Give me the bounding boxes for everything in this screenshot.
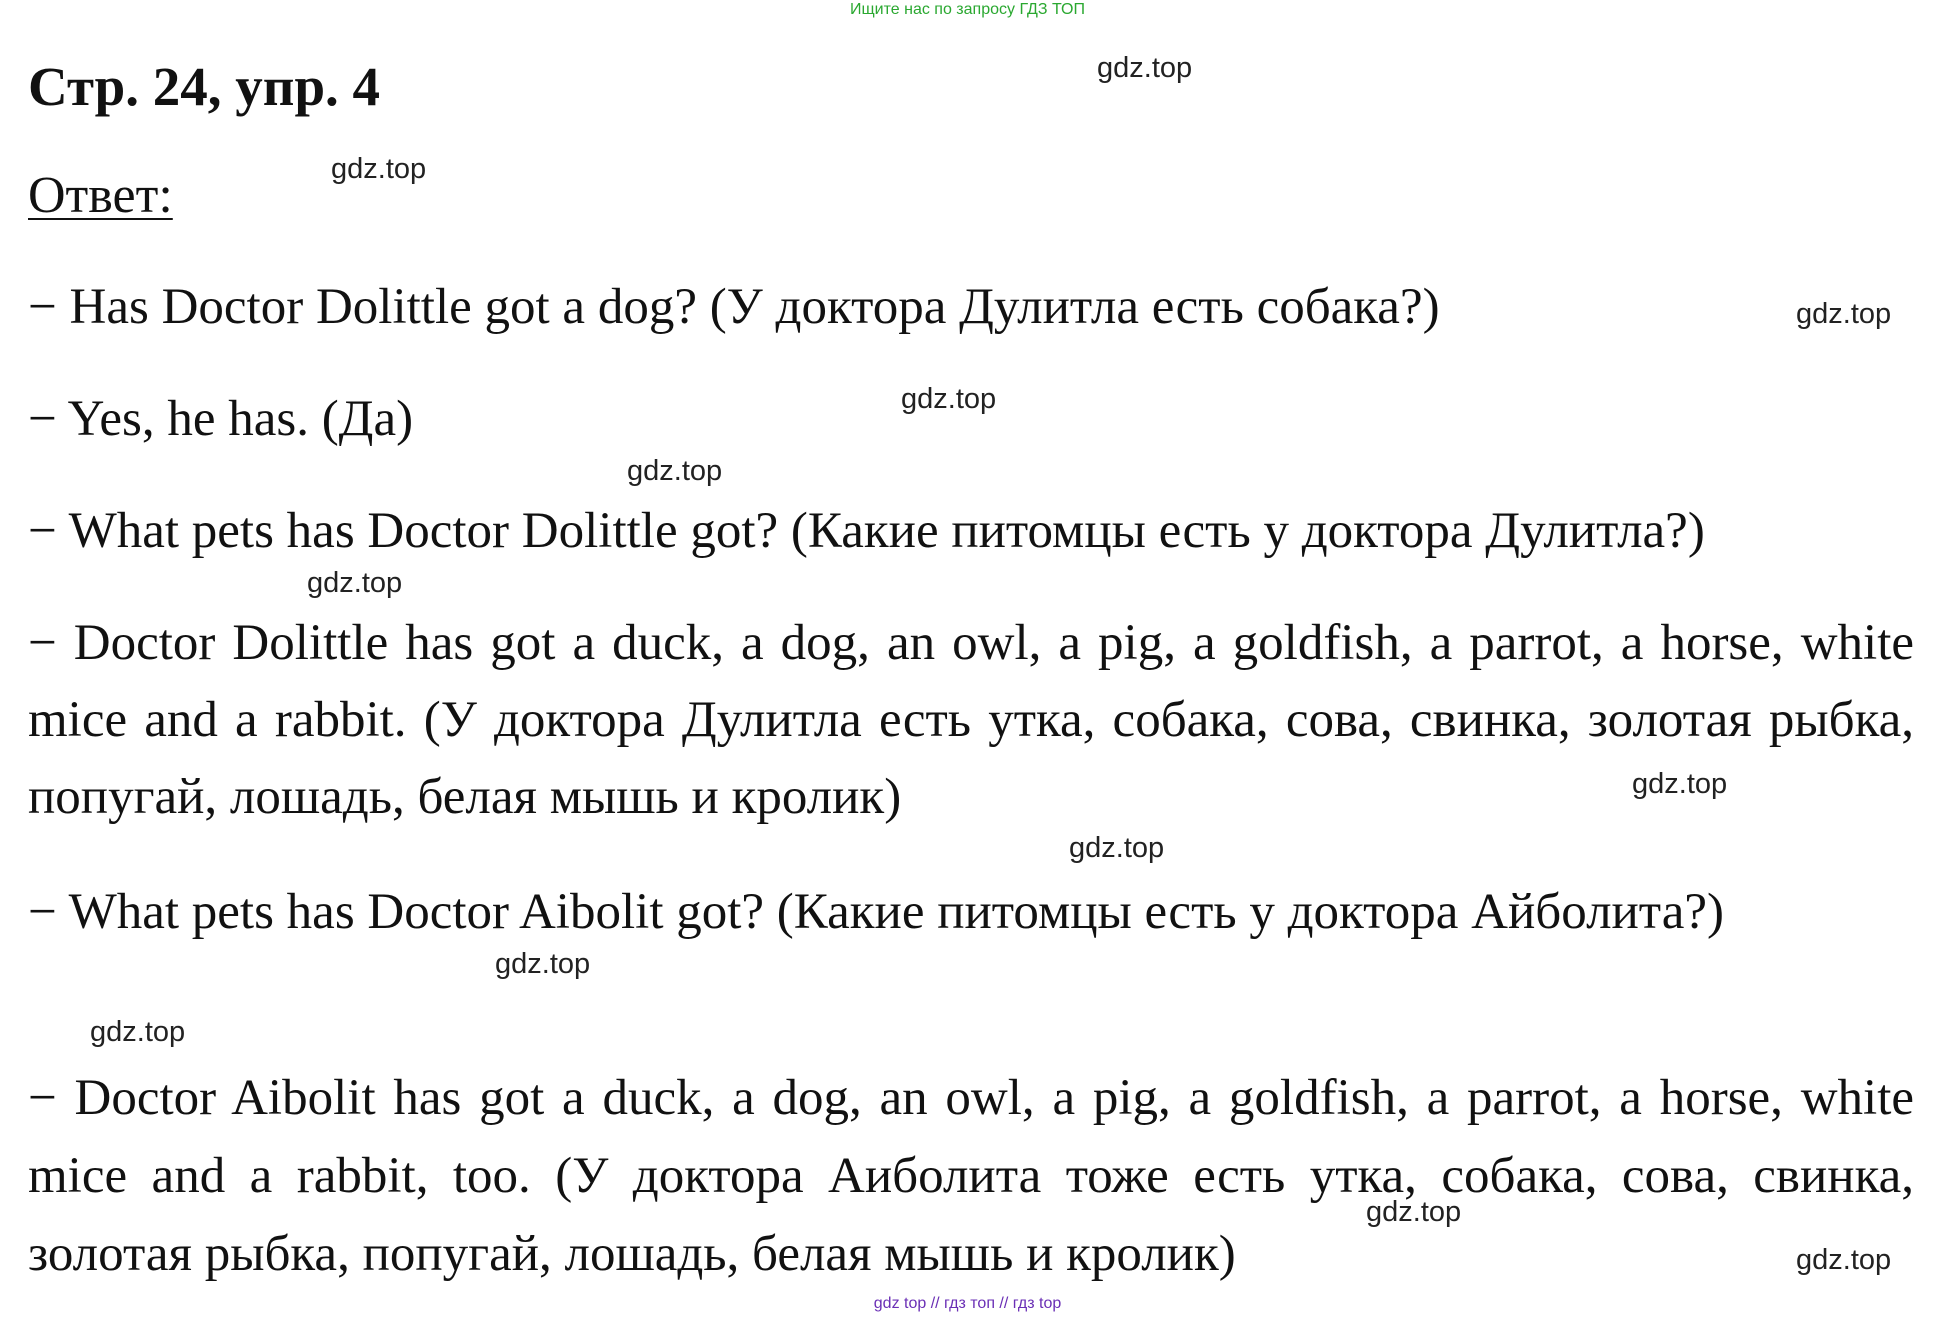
dialogue-paragraph-5: − What pets has Doctor Aibolit got? (Какие питомцы есть у доктора Айболита?) [28,884,1724,940]
watermark: gdz.top [90,1016,186,1048]
dialogue-line-1: − Has Doctor Dolittle got a dog? (У доктора Дулитла есть собака?) [28,279,1440,335]
watermark: gdz.top [1097,52,1193,84]
dialogue-paragraph-6: − Doctor Aibolit has got a duck, a dog, an owl, a pig, a goldfish, a parrot, a horse, white mice and a rabbit, too. (У доктора Аиболита тоже есть утка, собака, сова, свинка, золотая рыбка, попугай, лошадь, белая мышь и кролик) [28,1070,1914,1282]
watermark: gdz.top [627,455,723,487]
dialogue-paragraph-4: − Doctor Dolittle has got a duck, a dog, an owl, a pig, a goldfish, a parrot, a horse, white mice and a rabbit. (У доктора Дулитла есть утка, собака, сова, свинка, золотая рыбка, попугай, лошадь, белая мышь и кролик) [28,615,1914,825]
watermark: gdz.top [901,383,997,415]
footer-links[interactable]: gdz top // гдз топ // гдз top [873,1295,1062,1312]
watermark: gdz.top [1632,768,1728,800]
watermark: gdz.top [1796,1244,1892,1276]
dialogue-line-2: − Yes, he has. (Да) [28,391,414,447]
dialogue-line-3: − What pets has Doctor Dolittle got? (Какие питомцы есть у доктора Дулитла?) [28,503,1705,559]
answer-label: Ответ: [28,167,173,224]
watermark: gdz.top [1069,832,1165,864]
watermark: gdz.top [495,948,591,980]
watermark: gdz.top [1366,1196,1462,1228]
watermark: gdz.top [307,567,403,599]
watermark: gdz.top [331,153,427,185]
top-banner[interactable]: Ищите нас по запросу ГДЗ ТОП [850,1,1085,18]
page-title: Стр. 24, упр. 4 [28,56,381,117]
watermark: gdz.top [1796,298,1892,330]
